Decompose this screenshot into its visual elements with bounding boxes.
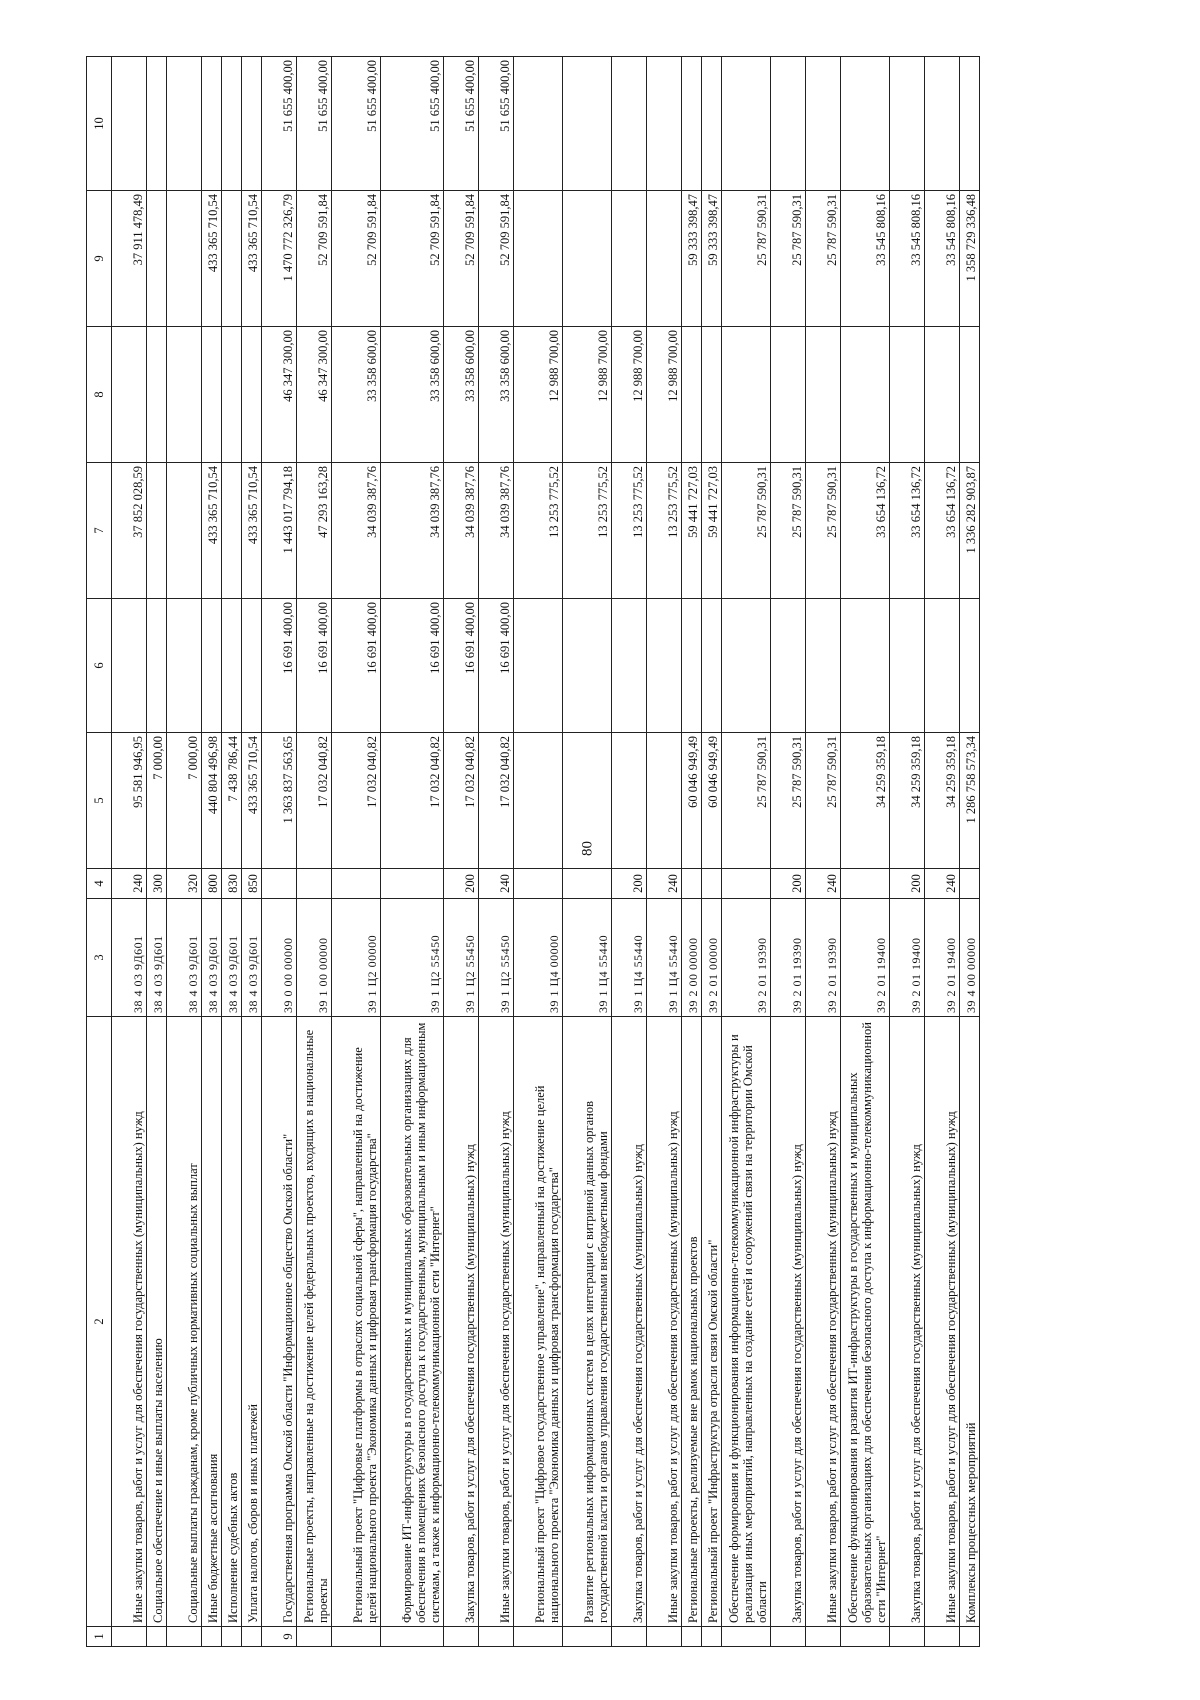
table-body xyxy=(112,57,980,1647)
row-code: 39 1 Ц2 00000 xyxy=(332,899,381,1017)
row-value-col10 xyxy=(960,57,980,191)
row-value-col9: 52 709 591,84 xyxy=(479,191,514,327)
row-value-col7: 33 654 136,72 xyxy=(841,463,890,599)
table-row xyxy=(960,57,980,1647)
row-name: Закупка товаров, работ и услуг для обеспечения государственных (муниципальных) нужд xyxy=(612,1017,647,1627)
row-number xyxy=(202,1627,222,1647)
row-value-col9 xyxy=(563,191,612,327)
row-value-col6: 16 691 400,00 xyxy=(297,599,332,733)
row-value-col5: 17 032 040,82 xyxy=(479,733,514,869)
row-value-col9 xyxy=(514,191,563,327)
row-value-col5: 433 365 710,54 xyxy=(242,733,262,869)
row-code: 39 1 Ц2 55450 xyxy=(444,899,479,1017)
row-value-col7: 34 039 387,76 xyxy=(332,463,381,599)
row-number xyxy=(479,1627,514,1647)
row-value-col5 xyxy=(563,733,612,869)
row-value-col10 xyxy=(647,57,682,191)
row-value-col9: 25 787 590,31 xyxy=(722,191,771,327)
row-value-col10 xyxy=(682,57,702,191)
row-value-col8 xyxy=(167,327,202,463)
row-value-col6 xyxy=(960,599,980,733)
row-code: 39 4 00 00000 xyxy=(960,899,980,1017)
column-number: 10 xyxy=(87,57,112,191)
row-value-col5 xyxy=(514,733,563,869)
row-value-col9 xyxy=(147,191,167,327)
row-value-col6 xyxy=(202,599,222,733)
row-value-col7: 33 654 136,72 xyxy=(925,463,960,599)
row-expense-type xyxy=(841,869,890,899)
row-expense-type xyxy=(682,869,702,899)
row-value-col10 xyxy=(771,57,806,191)
row-value-col8 xyxy=(682,327,702,463)
row-code: 39 2 01 19390 xyxy=(771,899,806,1017)
row-value-col6 xyxy=(514,599,563,733)
row-expense-type xyxy=(702,869,722,899)
row-number xyxy=(841,1627,890,1647)
row-expense-type xyxy=(960,869,980,899)
row-value-col10 xyxy=(890,57,925,191)
row-value-col6 xyxy=(702,599,722,733)
row-value-col5: 34 259 359,18 xyxy=(890,733,925,869)
row-value-col6: 16 691 400,00 xyxy=(381,599,444,733)
row-code: 39 1 Ц2 55450 xyxy=(479,899,514,1017)
row-number xyxy=(222,1627,242,1647)
row-value-col5 xyxy=(647,733,682,869)
row-value-col8 xyxy=(960,327,980,463)
table-row xyxy=(925,57,960,1647)
row-value-col7: 13 253 775,52 xyxy=(563,463,612,599)
row-value-col5: 25 787 590,31 xyxy=(806,733,841,869)
row-number: 9 xyxy=(262,1627,297,1647)
row-value-col10 xyxy=(514,57,563,191)
row-value-col9: 25 787 590,31 xyxy=(806,191,841,327)
row-value-col9: 52 709 591,84 xyxy=(297,191,332,327)
table-row xyxy=(262,57,297,1647)
row-value-col9: 52 709 591,84 xyxy=(381,191,444,327)
row-value-col10: 51 655 400,00 xyxy=(479,57,514,191)
row-name: Уплата налогов, сборов и иных платежей xyxy=(242,1017,262,1627)
row-code: 39 2 01 19400 xyxy=(890,899,925,1017)
row-value-col8 xyxy=(806,327,841,463)
row-number xyxy=(332,1627,381,1647)
row-code: 39 2 01 19400 xyxy=(925,899,960,1017)
row-number xyxy=(890,1627,925,1647)
row-value-col6: 16 691 400,00 xyxy=(444,599,479,733)
row-value-col8: 12 988 700,00 xyxy=(647,327,682,463)
row-code: 39 1 Ц4 55440 xyxy=(612,899,647,1017)
row-value-col7: 47 293 163,28 xyxy=(297,463,332,599)
row-number xyxy=(112,1627,147,1647)
row-value-col5: 34 259 359,18 xyxy=(841,733,890,869)
row-value-col6 xyxy=(563,599,612,733)
row-value-col9: 433 365 710,54 xyxy=(242,191,262,327)
row-value-col10 xyxy=(722,57,771,191)
row-value-col9 xyxy=(167,191,202,327)
row-value-col7 xyxy=(147,463,167,599)
row-code: 38 4 03 9Д601 xyxy=(167,899,202,1017)
row-value-col7: 25 787 590,31 xyxy=(722,463,771,599)
column-number: 4 xyxy=(87,869,112,899)
row-name: Иные закупки товаров, работ и услуг для обеспечения государственных (муниципальных) нужд xyxy=(806,1017,841,1627)
row-name: Обеспечение формирования и функционирования информационно-телекоммуникационной инфраструктуры и реализация иных мероприятий, направленных на создание сетей и сооружений связи на территории Омской области xyxy=(722,1017,771,1627)
table-row xyxy=(563,57,612,1647)
row-value-col9: 1 470 772 326,79 xyxy=(262,191,297,327)
row-value-col9: 1 358 729 336,48 xyxy=(960,191,980,327)
column-number-row xyxy=(87,57,112,1647)
row-value-col6 xyxy=(147,599,167,733)
row-value-col5: 17 032 040,82 xyxy=(297,733,332,869)
row-expense-type xyxy=(297,869,332,899)
row-code: 39 2 01 19390 xyxy=(722,899,771,1017)
row-number xyxy=(242,1627,262,1647)
table-row xyxy=(242,57,262,1647)
table-row xyxy=(841,57,890,1647)
row-value-col5: 60 046 949,49 xyxy=(682,733,702,869)
row-value-col6 xyxy=(682,599,702,733)
row-expense-type: 300 xyxy=(147,869,167,899)
row-name: Развитие региональных информационных систем в целях интеграции с витриной данных органов государственной власти и органов управления государственными внебюджетными фондами xyxy=(563,1017,612,1627)
row-value-col10 xyxy=(841,57,890,191)
row-value-col8 xyxy=(722,327,771,463)
row-value-col8: 33 358 600,00 xyxy=(444,327,479,463)
column-number: 6 xyxy=(87,599,112,733)
row-value-col5: 17 032 040,82 xyxy=(332,733,381,869)
row-name: Государственная программа Омской области "Информационное общество Омской области" xyxy=(262,1017,297,1627)
row-value-col8: 46 347 300,00 xyxy=(262,327,297,463)
row-code: 39 2 00 00000 xyxy=(682,899,702,1017)
table-row xyxy=(682,57,702,1647)
row-value-col5: 440 804 496,98 xyxy=(202,733,222,869)
row-value-col8: 12 988 700,00 xyxy=(612,327,647,463)
row-name: Иные закупки товаров, работ и услуг для обеспечения государственных (муниципальных) нужд xyxy=(647,1017,682,1627)
table-row xyxy=(612,57,647,1647)
row-number xyxy=(722,1627,771,1647)
table-row xyxy=(514,57,563,1647)
row-code: 39 1 00 00000 xyxy=(297,899,332,1017)
row-value-col7: 13 253 775,52 xyxy=(514,463,563,599)
row-value-col8 xyxy=(147,327,167,463)
row-number xyxy=(960,1627,980,1647)
row-value-col6 xyxy=(612,599,647,733)
row-value-col10: 51 655 400,00 xyxy=(332,57,381,191)
row-value-col10 xyxy=(147,57,167,191)
row-expense-type: 240 xyxy=(806,869,841,899)
row-value-col8 xyxy=(242,327,262,463)
row-name: Исполнение судебных актов xyxy=(222,1017,242,1627)
row-value-col10: 51 655 400,00 xyxy=(381,57,444,191)
row-expense-type: 240 xyxy=(925,869,960,899)
row-name: Закупка товаров, работ и услуг для обеспечения государственных (муниципальных) нужд xyxy=(890,1017,925,1627)
row-value-col10 xyxy=(167,57,202,191)
row-value-col7: 59 441 727,03 xyxy=(702,463,722,599)
row-value-col7 xyxy=(222,463,242,599)
row-value-col6: 16 691 400,00 xyxy=(262,599,297,733)
page-number: 80 xyxy=(579,841,596,856)
row-expense-type: 200 xyxy=(444,869,479,899)
row-code: 38 4 03 9Д601 xyxy=(222,899,242,1017)
row-expense-type: 200 xyxy=(890,869,925,899)
column-number: 5 xyxy=(87,733,112,869)
row-value-col7: 33 654 136,72 xyxy=(890,463,925,599)
row-value-col10 xyxy=(925,57,960,191)
row-value-col10 xyxy=(806,57,841,191)
table-row xyxy=(444,57,479,1647)
row-number xyxy=(647,1627,682,1647)
row-value-col10 xyxy=(563,57,612,191)
column-number: 3 xyxy=(87,899,112,1017)
row-value-col7: 1 443 017 794,18 xyxy=(262,463,297,599)
row-number xyxy=(612,1627,647,1647)
row-value-col8 xyxy=(222,327,242,463)
row-expense-type xyxy=(381,869,444,899)
table-row xyxy=(147,57,167,1647)
row-name: Иные бюджетные ассигнования xyxy=(202,1017,222,1627)
row-value-col6: 16 691 400,00 xyxy=(479,599,514,733)
row-value-col5: 25 787 590,31 xyxy=(722,733,771,869)
row-value-col9: 59 333 398,47 xyxy=(702,191,722,327)
row-value-col7: 34 039 387,76 xyxy=(479,463,514,599)
row-value-col9: 59 333 398,47 xyxy=(682,191,702,327)
table-row xyxy=(297,57,332,1647)
row-value-col10: 51 655 400,00 xyxy=(262,57,297,191)
row-value-col9: 33 545 808,16 xyxy=(890,191,925,327)
row-expense-type: 240 xyxy=(647,869,682,899)
row-value-col5: 60 046 949,49 xyxy=(702,733,722,869)
row-value-col7: 433 365 710,54 xyxy=(202,463,222,599)
row-value-col6 xyxy=(647,599,682,733)
row-value-col10 xyxy=(112,57,147,191)
row-value-col8 xyxy=(771,327,806,463)
table-row xyxy=(647,57,682,1647)
row-number xyxy=(925,1627,960,1647)
row-value-col7: 25 787 590,31 xyxy=(806,463,841,599)
row-number xyxy=(514,1627,563,1647)
row-value-col10 xyxy=(202,57,222,191)
row-code: 39 2 01 19400 xyxy=(841,899,890,1017)
row-value-col6: 16 691 400,00 xyxy=(332,599,381,733)
row-value-col5: 34 259 359,18 xyxy=(925,733,960,869)
row-value-col8: 12 988 700,00 xyxy=(563,327,612,463)
column-number: 1 xyxy=(87,1627,112,1647)
row-code: 38 4 03 9Д601 xyxy=(242,899,262,1017)
row-value-col8: 33 358 600,00 xyxy=(381,327,444,463)
row-value-col6 xyxy=(841,599,890,733)
row-value-col5: 7 438 786,44 xyxy=(222,733,242,869)
row-value-col5: 17 032 040,82 xyxy=(381,733,444,869)
row-value-col8: 46 347 300,00 xyxy=(297,327,332,463)
table-row xyxy=(222,57,242,1647)
row-value-col8 xyxy=(702,327,722,463)
row-value-col7: 13 253 775,52 xyxy=(612,463,647,599)
table-row xyxy=(112,57,147,1647)
row-code: 39 1 Ц4 00000 xyxy=(514,899,563,1017)
rotated-table-sheet xyxy=(86,57,1126,1647)
row-value-col9: 25 787 590,31 xyxy=(771,191,806,327)
row-expense-type: 200 xyxy=(771,869,806,899)
row-number xyxy=(682,1627,702,1647)
column-number: 8 xyxy=(87,327,112,463)
row-value-col6 xyxy=(112,599,147,733)
row-name: Региональный проект "Цифровое государственное управление", направленный на достижение целей национального проекта "Экономика данных и цифровая трансформация государства" xyxy=(514,1017,563,1627)
row-value-col7: 34 039 387,76 xyxy=(381,463,444,599)
row-expense-type xyxy=(514,869,563,899)
table-row xyxy=(167,57,202,1647)
row-expense-type xyxy=(563,869,612,899)
row-value-col8: 33 358 600,00 xyxy=(332,327,381,463)
row-number xyxy=(702,1627,722,1647)
row-number xyxy=(806,1627,841,1647)
row-expense-type xyxy=(722,869,771,899)
row-code: 39 1 Ц4 55440 xyxy=(647,899,682,1017)
table-row xyxy=(806,57,841,1647)
row-expense-type: 320 xyxy=(167,869,202,899)
row-name: Иные закупки товаров, работ и услуг для обеспечения государственных (муниципальных) нужд xyxy=(479,1017,514,1627)
row-name: Социальное обеспечение и иные выплаты населению xyxy=(147,1017,167,1627)
row-number xyxy=(771,1627,806,1647)
row-value-col8 xyxy=(925,327,960,463)
row-number xyxy=(167,1627,202,1647)
row-value-col5 xyxy=(612,733,647,869)
row-value-col5: 17 032 040,82 xyxy=(444,733,479,869)
row-value-col9: 37 911 478,49 xyxy=(112,191,147,327)
row-number xyxy=(563,1627,612,1647)
row-expense-type xyxy=(332,869,381,899)
row-value-col10: 51 655 400,00 xyxy=(444,57,479,191)
row-value-col7: 25 787 590,31 xyxy=(771,463,806,599)
row-name: Региональные проекты, реализуемые вне рамок национальных проектов xyxy=(682,1017,702,1627)
row-value-col8 xyxy=(890,327,925,463)
table-row xyxy=(381,57,444,1647)
row-value-col10 xyxy=(222,57,242,191)
row-name: Закупка товаров, работ и услуг для обеспечения государственных (муниципальных) нужд xyxy=(771,1017,806,1627)
table-row xyxy=(890,57,925,1647)
row-value-col9: 33 545 808,16 xyxy=(925,191,960,327)
row-value-col8: 33 358 600,00 xyxy=(479,327,514,463)
row-value-col5: 1 363 837 563,65 xyxy=(262,733,297,869)
row-expense-type: 830 xyxy=(222,869,242,899)
row-value-col7: 433 365 710,54 xyxy=(242,463,262,599)
row-name: Комплексы процессных мероприятий xyxy=(960,1017,980,1627)
row-value-col10: 51 655 400,00 xyxy=(297,57,332,191)
row-code: 39 0 00 00000 xyxy=(262,899,297,1017)
row-value-col6 xyxy=(925,599,960,733)
row-value-col6 xyxy=(242,599,262,733)
row-value-col7 xyxy=(167,463,202,599)
row-name: Иные закупки товаров, работ и услуг для обеспечения государственных (муниципальных) нужд xyxy=(112,1017,147,1627)
row-name: Закупка товаров, работ и услуг для обеспечения государственных (муниципальных) нужд xyxy=(444,1017,479,1627)
row-name: Региональные проекты, направленные на достижение целей федеральных проектов, входящих в национальные проекты xyxy=(297,1017,332,1627)
table-row xyxy=(771,57,806,1647)
table-row xyxy=(202,57,222,1647)
column-number: 7 xyxy=(87,463,112,599)
row-value-col6 xyxy=(771,599,806,733)
row-code: 38 4 03 9Д601 xyxy=(112,899,147,1017)
row-expense-type: 240 xyxy=(479,869,514,899)
row-code: 39 2 01 00000 xyxy=(702,899,722,1017)
row-name: Обеспечение функционирования и развития ИТ-инфраструктуры в государственных и муниципальных образовательных организациях для обеспечения безопасного доступа к информационно-телекоммуникационной сети "Интернет" xyxy=(841,1017,890,1627)
row-value-col9: 33 545 808,16 xyxy=(841,191,890,327)
row-value-col8: 12 988 700,00 xyxy=(514,327,563,463)
table-row xyxy=(332,57,381,1647)
row-value-col7: 13 253 775,52 xyxy=(647,463,682,599)
row-name: Региональный проект "Цифровые платформы в отраслях социальной сферы", направленный на достижение целей национального проекта "Экономика данных и цифровая трансформация государства" xyxy=(332,1017,381,1627)
row-value-col9 xyxy=(222,191,242,327)
row-value-col5: 95 581 946,95 xyxy=(112,733,147,869)
row-name: Формирование ИТ-инфраструктуры в государственных и муниципальных образовательных организациях для обеспечения в помещениях безопасного доступа к государственным, муниципальным и иным информационным системам, а также к информационно-телекоммуникационной сети "Интернет" xyxy=(381,1017,444,1627)
row-value-col5: 7 000,00 xyxy=(167,733,202,869)
row-code: 39 2 01 19390 xyxy=(806,899,841,1017)
row-name: Региональный проект "Инфраструктура отрасли связи Омской области" xyxy=(702,1017,722,1627)
row-expense-type xyxy=(262,869,297,899)
row-value-col9: 52 709 591,84 xyxy=(444,191,479,327)
row-expense-type: 200 xyxy=(612,869,647,899)
row-expense-type: 240 xyxy=(112,869,147,899)
table-row xyxy=(479,57,514,1647)
row-code: 38 4 03 9Д601 xyxy=(202,899,222,1017)
row-value-col9: 52 709 591,84 xyxy=(332,191,381,327)
table-row xyxy=(722,57,771,1647)
row-value-col9 xyxy=(612,191,647,327)
row-value-col6 xyxy=(222,599,242,733)
row-value-col7: 34 039 387,76 xyxy=(444,463,479,599)
row-value-col10 xyxy=(612,57,647,191)
row-number xyxy=(147,1627,167,1647)
row-code: 38 4 03 9Д601 xyxy=(147,899,167,1017)
budget-table xyxy=(86,56,980,1647)
row-code: 39 1 Ц2 55450 xyxy=(381,899,444,1017)
row-value-col8 xyxy=(202,327,222,463)
row-value-col6 xyxy=(890,599,925,733)
row-value-col8 xyxy=(112,327,147,463)
row-name: Иные закупки товаров, работ и услуг для обеспечения государственных (муниципальных) нужд xyxy=(925,1017,960,1627)
row-value-col9: 433 365 710,54 xyxy=(202,191,222,327)
row-value-col6 xyxy=(806,599,841,733)
table-row xyxy=(702,57,722,1647)
row-number xyxy=(297,1627,332,1647)
row-number xyxy=(444,1627,479,1647)
row-value-col7: 37 852 028,59 xyxy=(112,463,147,599)
row-code: 39 1 Ц4 55440 xyxy=(563,899,612,1017)
row-number xyxy=(381,1627,444,1647)
column-number: 2 xyxy=(87,1017,112,1627)
row-value-col7: 59 441 727,03 xyxy=(682,463,702,599)
column-number: 9 xyxy=(87,191,112,327)
row-expense-type: 850 xyxy=(242,869,262,899)
row-value-col5: 25 787 590,31 xyxy=(771,733,806,869)
row-value-col8 xyxy=(841,327,890,463)
row-value-col7: 1 336 282 903,87 xyxy=(960,463,980,599)
row-value-col5: 1 286 758 573,34 xyxy=(960,733,980,869)
row-value-col10 xyxy=(242,57,262,191)
row-value-col5: 7 000,00 xyxy=(147,733,167,869)
row-expense-type: 800 xyxy=(202,869,222,899)
row-value-col10 xyxy=(702,57,722,191)
row-value-col6 xyxy=(167,599,202,733)
row-value-col6 xyxy=(722,599,771,733)
row-name: Социальные выплаты гражданам, кроме публичных нормативных социальных выплат xyxy=(167,1017,202,1627)
row-value-col9 xyxy=(647,191,682,327)
